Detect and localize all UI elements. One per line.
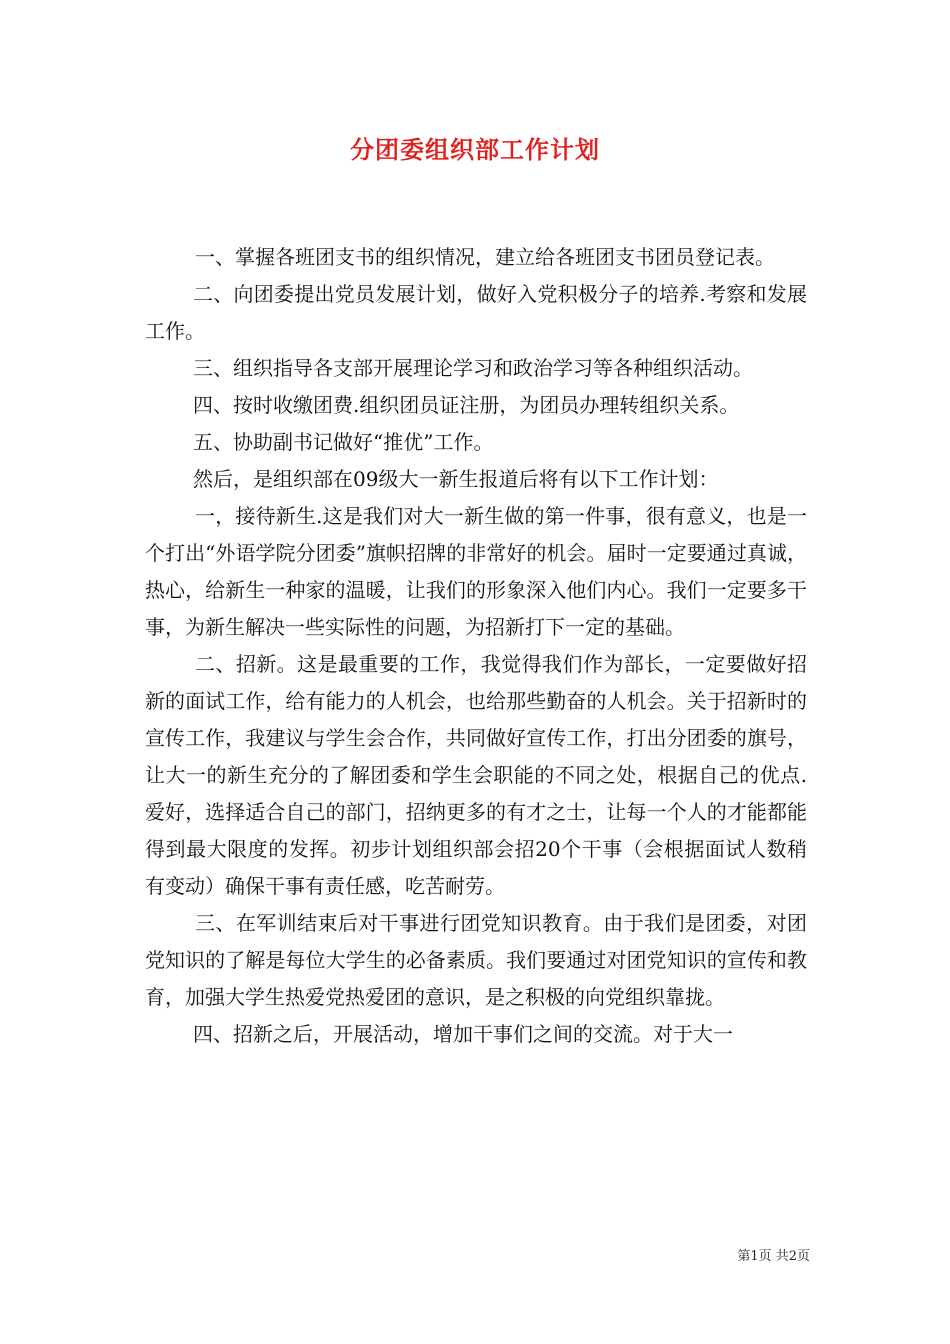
document-title: 分团委组织部工作计划	[350, 135, 600, 164]
paragraph-1: 一、掌握各班团支书的组织情况，建立给各班团支书团员登记表。	[195, 245, 775, 269]
paragraph-2: 二、向团委提出党员发展计划，做好入党积极分子的培养.考察和发展工作。	[145, 282, 807, 343]
paragraph-5: 五、协助副书记做好“推优”工作。	[193, 430, 494, 454]
page-number: 第1页 共2页	[737, 1249, 810, 1264]
paragraph-3: 三、组织指导各支部开展理论学习和政治学习等各种组织活动。	[193, 356, 753, 380]
paragraph-7: 一，接待新生.这是我们对大一新生做的第一件事，很有意义，也是一个打出“外语学院分团委”旗帜招牌的非常好的机会。届时一定要通过真诚，热心，给新生一种家的温暖，让我们的形象深入他们内心。我们一定要多干事，为新生解决一些实际性的问题，为招新打下一定的基础。	[145, 504, 807, 639]
document-body	[145, 239, 807, 1053]
paragraph-9: 三、在军训结束后对干事进行团党知识教育。由于我们是团委，对团党知识的了解是每位大学生的必备素质。我们要通过对团党知识的宣传和教育，加强大学生热爱党热爱团的意识，是之积极的向党组织靠拢。	[145, 911, 807, 1009]
paragraph-6: 然后，是组织部在09级大一新生报道后将有以下工作计划：	[193, 467, 719, 491]
paragraph-4: 四、按时收缴团费.组织团员证注册，为团员办理转组织关系。	[193, 393, 740, 417]
paragraph-8: 二、招新。这是最重要的工作，我觉得我们作为部长，一定要做好招新的面试工作，给有能力的人机会，也给那些勤奋的人机会。关于招新时的宣传工作，我建议与学生会合作，共同做好宣传工作，打出分团委的旗号，让大一的新生充分的了解团委和学生会职能的不同之处，根据自己的优点.爱好，选择适合自己的部门，招纳更多的有才之士，让每一个人的才能都能得到最大限度的发挥。初步计划组织部会招20个干事（会根据面试人数稍有变动）确保干事有责任感，吃苦耐劳。	[145, 652, 807, 898]
paragraph-10: 四、招新之后，开展活动，增加干事们之间的交流。对于大一	[193, 1022, 733, 1046]
